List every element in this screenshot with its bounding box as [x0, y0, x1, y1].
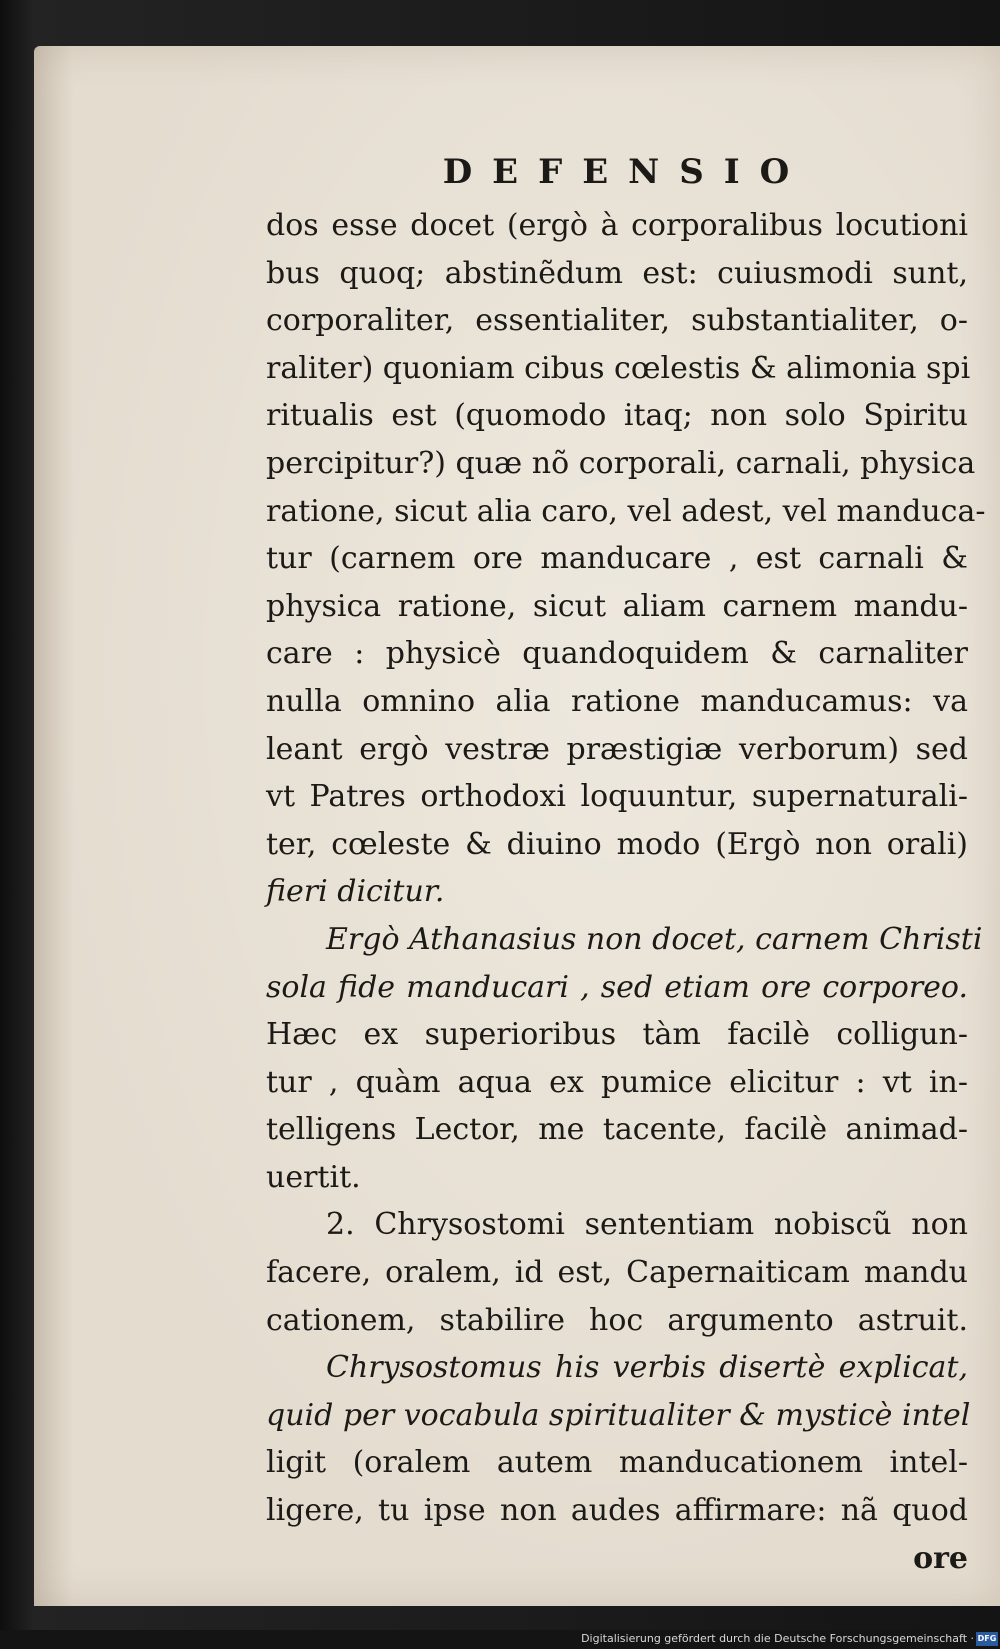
text-line: vt Patres orthodoxi loquuntur, supernaturali- [266, 779, 968, 815]
text-line: tur (carnem ore manducare , est carnali & [266, 541, 968, 577]
text-line: percipitur?) quæ nõ corporali, carnali, physica [266, 445, 976, 481]
text-line: uertit. [266, 1159, 361, 1195]
running-head: DEFENSIO [442, 152, 810, 192]
text-line: Chrysostomus his verbis disertè explicat, [326, 1350, 968, 1386]
text-line: sola fide manducari , sed etiam ore corporeo. [266, 969, 968, 1005]
text-line: telligens Lector, me tacente, facilè animad- [266, 1112, 968, 1148]
page-text-block [266, 142, 986, 1583]
text-line: dos esse docet (ergò à corporalibus locutioni [266, 208, 968, 243]
funding-credit: Digitalisierung gefördert durch die Deutsche Forschungsgemeinschaft · [581, 1632, 974, 1645]
text-line: Ergò Athanasius non docet, carnem Christi [326, 921, 983, 957]
text-line: ritualis est (quomodo itaq; non solo Spiritu [266, 398, 968, 434]
text-line: ratione, sicut alia caro, vel adest, vel manduca- [266, 493, 986, 529]
text-line: leant ergò vestræ præstigiæ verborum) sed [266, 731, 968, 767]
text-line: raliter) quoniam cibus cœlestis & alimonia spi [266, 350, 971, 386]
text-line: corporaliter, essentialiter, substantialiter, o- [266, 303, 968, 339]
text-line: care : physicè quandoquidem & carnaliter [266, 636, 968, 672]
catchword: ore [913, 1540, 968, 1576]
text-line: facere, oralem, id est, Capernaiticam mandu [266, 1255, 968, 1291]
text-line: tur , quàm aqua ex pumice elicitur : vt in- [266, 1064, 968, 1100]
text-line: physica ratione, sicut aliam carnem mandu- [266, 588, 968, 624]
text-line: fieri dicitur. [266, 874, 445, 910]
body-text [266, 202, 986, 1535]
text-line: ter, cœleste & diuino modo (Ergò non orali) [266, 826, 968, 862]
book-page [34, 46, 1000, 1606]
text-line: cationem, stabilire hoc argumento astruit. [266, 1302, 968, 1338]
dfg-logo: DFG [976, 1632, 998, 1646]
text-line: Hæc ex superioribus tàm facilè colligun- [266, 1017, 968, 1053]
text-line: ligit (oralem autem manducationem intel- [266, 1445, 968, 1481]
text-line: bus quoq; abstinẽdum est: cuiusmodi sunt, [266, 255, 968, 291]
text-line: nulla omnino alia ratione manducamus: va [266, 683, 968, 719]
footer-bar [0, 1630, 1000, 1649]
text-line: 2. Chrysostomi sententiam nobiscũ non [326, 1207, 968, 1243]
text-line: quid per vocabula spiritualiter & mysticè intel [266, 1397, 971, 1433]
text-line: ligere, tu ipse non audes affirmare: nã quod [266, 1493, 968, 1529]
